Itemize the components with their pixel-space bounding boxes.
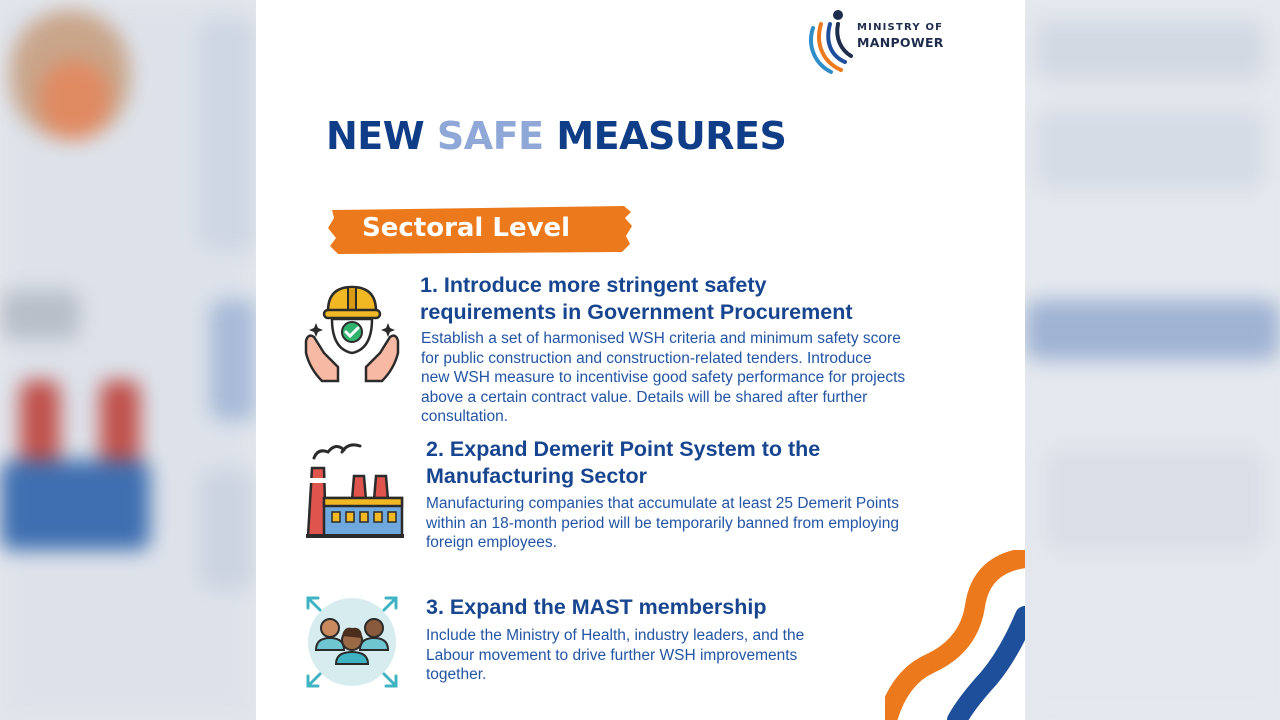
logo-wordmark bbox=[857, 22, 944, 50]
item-1-title-line-1: 1. Introduce more stringent safety bbox=[420, 273, 767, 297]
item-1-desc-line: Establish a set of harmonised WSH criteria and minimum safety score bbox=[421, 330, 901, 347]
item-2-description bbox=[426, 494, 899, 553]
item-2-title bbox=[426, 436, 820, 490]
title-word-measures: MEASURES bbox=[556, 114, 787, 158]
item-3-title-line-1: 3. Expand the MAST membership bbox=[426, 595, 767, 619]
item-1-desc-line: consultation. bbox=[421, 408, 509, 425]
item-1-desc-line: for public construction and construction-related tenders. Introduce bbox=[421, 349, 872, 367]
logo-line-2: MANPOWER bbox=[857, 34, 944, 50]
safety-helmet-hands-icon bbox=[302, 283, 402, 385]
item-2-desc-line: foreign employees. bbox=[426, 534, 557, 551]
item-3-desc-line: Labour movement to drive further WSH improvements bbox=[426, 646, 798, 664]
factory-icon bbox=[302, 438, 406, 542]
item-1-desc-line: above a certain contract value. Details will be shared after further bbox=[421, 388, 868, 406]
title-word-safe: SAFE bbox=[436, 114, 544, 158]
item-3-desc-line: together. bbox=[426, 666, 487, 683]
item-3-title bbox=[426, 594, 766, 621]
blurred-backdrop-left bbox=[0, 0, 256, 720]
logo-line-1: MINISTRY OF bbox=[857, 22, 944, 33]
item-2-title-line-1: 2. Expand Demerit Point System to the bbox=[426, 437, 821, 461]
item-2-desc-line: Manufacturing companies that accumulate at least 25 Demerit Points bbox=[426, 495, 899, 512]
item-2-title-line-2: Manufacturing Sector bbox=[426, 464, 647, 488]
infographic-card bbox=[256, 0, 1025, 720]
item-3-description bbox=[426, 626, 804, 685]
team-group-icon bbox=[304, 594, 400, 690]
item-2-desc-line: within an 18-month period will be temporarily banned from employing bbox=[426, 514, 899, 532]
item-1-desc-line: new WSH measure to incentivise good safety performance for projects bbox=[421, 369, 906, 386]
decorative-corner-swoosh bbox=[885, 550, 1025, 720]
item-3-desc-line: Include the Ministry of Health, industry leaders, and the bbox=[426, 627, 805, 644]
item-1-description bbox=[421, 329, 905, 427]
section-ribbon bbox=[328, 206, 634, 254]
item-1-title bbox=[420, 272, 853, 326]
page-title bbox=[326, 114, 786, 158]
blurred-backdrop-right bbox=[1025, 0, 1280, 720]
title-word-new: NEW bbox=[326, 114, 425, 158]
item-1-title-line-2: requirements in Government Procurement bbox=[420, 300, 853, 324]
section-label: Sectoral Level bbox=[362, 213, 571, 243]
